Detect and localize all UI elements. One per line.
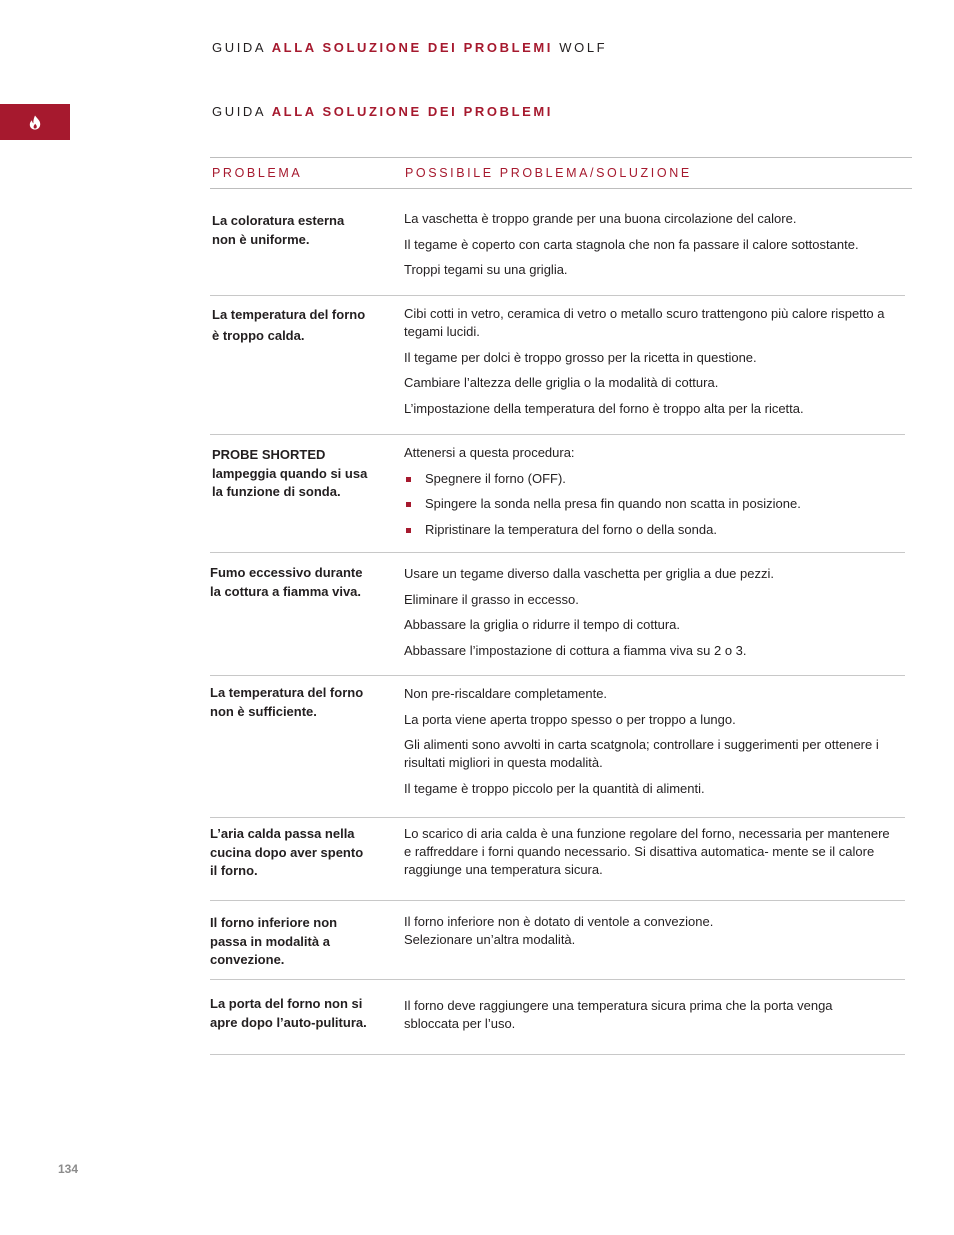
solution-item: Abbassare l’impostazione di cottura a fiamma viva su 2 o 3. [404, 642, 747, 658]
solution-cell [404, 444, 910, 546]
problem-cell [212, 304, 394, 346]
running-header-suffix: WOLF [559, 40, 608, 55]
problem-line: cucina dopo aver spento [210, 844, 364, 860]
table-row [210, 553, 905, 676]
problem-cell [210, 914, 392, 970]
problem-line: la funzione di sonda. [212, 484, 341, 499]
problem-line: non è sufficiente. [210, 703, 317, 719]
table-row [210, 818, 905, 901]
solution-item: Troppi tegami su una griglia. [404, 262, 568, 277]
solution-item: Il forno inferiore non è dotato di ventole a convezione. [404, 914, 714, 929]
table-row [210, 901, 905, 980]
section-title [212, 104, 553, 119]
solution-cell [404, 305, 910, 425]
solution-cell [404, 913, 910, 949]
solution-item: Selezionare un’altra modalità. [404, 932, 576, 947]
problem-line: La coloratura esterna [212, 213, 345, 228]
problem-line: PROBE SHORTED [212, 447, 326, 462]
solution-item: Il tegame è troppo piccolo per la quantità di alimenti. [404, 780, 705, 796]
section-title-highlight: ALLA SOLUZIONE DEI PROBLEMI [271, 104, 554, 119]
bullet-item: Spegnere il forno (OFF). [404, 470, 910, 488]
problem-line: il forno. [210, 863, 258, 878]
solution-item: Il forno deve raggiungere una temperatura sicura prima che la porta venga sbloccata per l’uso. [404, 998, 833, 1031]
solution-cell [404, 565, 910, 667]
solution-item: Cambiare l’altezza delle griglia o la modalità di cottura. [404, 375, 719, 390]
problem-line: passa in modalità a [210, 933, 330, 949]
problem-line: la cottura a fiamma viva. [210, 583, 362, 599]
solution-item: Non pre-riscaldare completamente. [404, 686, 608, 701]
problem-line: L’aria calda passa nella [210, 826, 355, 841]
problem-cell [210, 995, 400, 1032]
solution-item: Lo scarico di aria calda è una funzione regolare del forno, necessaria per mantenere e raffreddare i forni quando necessario. Si disattiva automatica- mente se il calore raggiunge una temperatura sicura. [404, 826, 890, 877]
problem-line: è troppo calda. [212, 328, 305, 343]
problem-line: Fumo eccessivo durante [210, 565, 363, 580]
problem-line: Il forno inferiore non [210, 915, 338, 930]
bullet-item: Ripristinare la temperatura del forno o della sonda. [404, 521, 910, 539]
problem-cell [210, 825, 392, 881]
table-header [210, 157, 912, 189]
solution-item: Usare un tegame diverso dalla vaschetta per griglia a due pezzi. [404, 566, 774, 581]
table-row [210, 676, 905, 818]
solution-cell [404, 825, 894, 887]
solution-item: Abbassare la griglia o ridurre il tempo di cottura. [404, 617, 681, 632]
solution-item: Il tegame per dolci è troppo grosso per la ricetta in questione. [404, 349, 757, 365]
problem-cell [212, 446, 394, 502]
solution-item: Attenersi a questa procedura: [404, 445, 575, 460]
running-header-prefix: GUIDA [212, 40, 266, 55]
problem-line: La porta del forno non si [210, 996, 363, 1011]
problem-line: apre dopo l’auto-pulitura. [210, 1014, 367, 1030]
problem-line: lampeggia quando si usa [212, 465, 368, 481]
solution-cell [404, 997, 884, 1033]
solution-item: L’impostazione della temperatura del forno è troppo alta per la ricetta. [404, 400, 804, 416]
table-row [210, 980, 905, 1055]
flame-icon [29, 115, 41, 130]
running-header [212, 40, 607, 55]
problem-cell [212, 212, 394, 249]
table-row [210, 188, 905, 296]
bullet-item: Spingere la sonda nella presa fin quando non scatta in posizione. [404, 495, 910, 513]
solution-item: Gli alimenti sono avvolti in carta scatgnola; controllare i suggerimenti per ottenere i risultati migliori in questa modalità. [404, 737, 879, 770]
side-tab [0, 104, 70, 140]
solution-item: Eliminare il grasso in eccesso. [404, 591, 579, 607]
table-row [210, 435, 905, 553]
problem-line: convezione. [210, 952, 285, 967]
solution-item: Il tegame è coperto con carta stagnola che non fa passare il calore sottostante. [404, 236, 859, 252]
solution-item: La vaschetta è troppo grande per una buona circolazione del calore. [404, 211, 797, 226]
problem-cell [210, 564, 392, 601]
problem-line: La temperatura del forno [212, 307, 366, 322]
page-number: 134 [58, 1162, 79, 1176]
solution-item: Cibi cotti in vetro, ceramica di vetro o metallo scuro trattengono più calore rispetto a tegami lucidi. [404, 306, 885, 339]
solution-cell [404, 210, 910, 287]
solution-item: La porta viene aperta troppo spesso o per troppo a lungo. [404, 711, 736, 727]
column-header-solution: POSSIBILE PROBLEMA/SOLUZIONE [405, 166, 692, 180]
solution-cell [404, 685, 910, 805]
problem-cell [210, 684, 392, 721]
table-row [210, 296, 905, 435]
running-header-highlight: ALLA SOLUZIONE DEI PROBLEMI [271, 40, 554, 55]
section-title-prefix: GUIDA [212, 104, 266, 119]
problem-line: La temperatura del forno [210, 685, 364, 700]
column-header-problem: PROBLEMA [212, 166, 303, 180]
problem-line: non è uniforme. [212, 231, 310, 247]
